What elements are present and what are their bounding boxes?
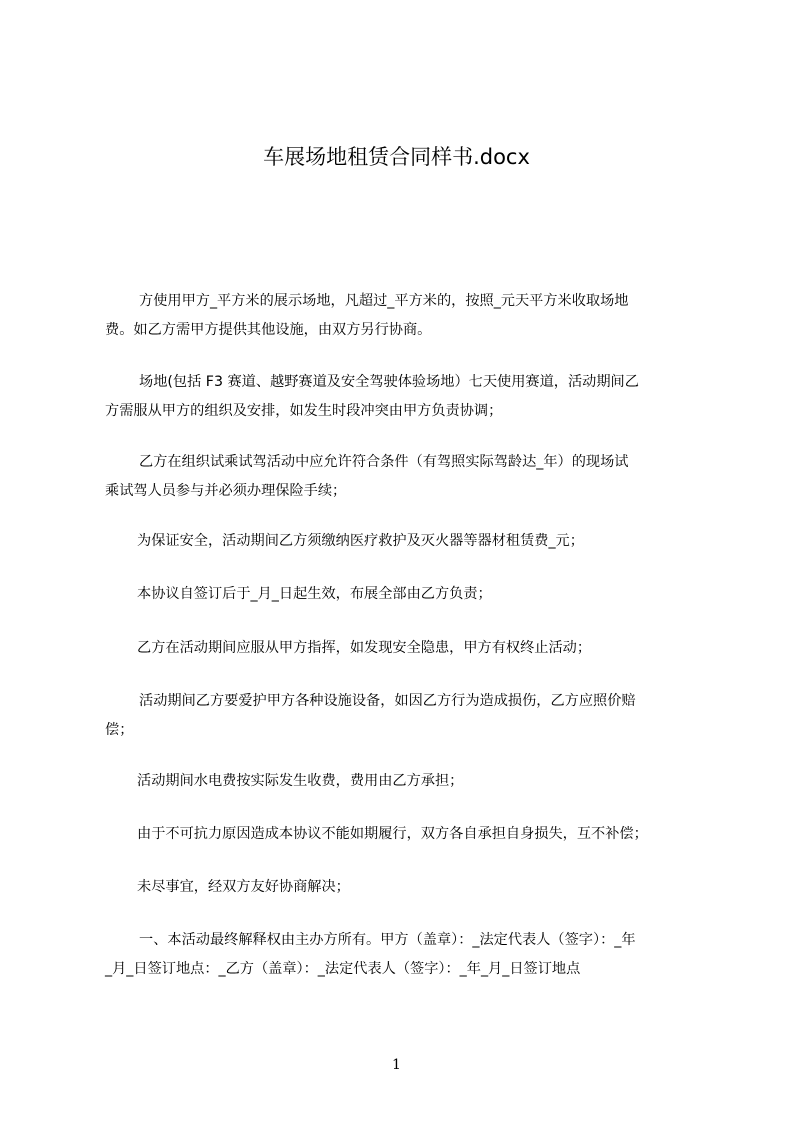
text-line: 活动期间水电费按实际发生收费，费用由乙方承担； bbox=[137, 773, 464, 789]
paragraph-signatures bbox=[105, 926, 705, 984]
text-line: 本协议自签订后于_月_日起生效，布展全部由乙方负责； bbox=[137, 586, 492, 602]
text-line: 由于不可抗力原因造成本协议不能如期履行，双方各自承担自身损失，互不补偿； bbox=[137, 826, 648, 842]
text-line: 为保证安全，活动期间乙方须缴纳医疗救护及灭火器等器材租赁费_元； bbox=[137, 533, 584, 549]
text-line: 方使用甲方_平方米的展示场地，凡超过_平方米的，按照_元天平方米收取场地 bbox=[139, 293, 629, 309]
text-line: 费。如乙方需甲方提供其他设施，由双方另行协商。 bbox=[105, 322, 432, 338]
paragraph-utilities bbox=[105, 767, 705, 796]
text-line: 未尽事宜，经双方友好协商解决； bbox=[137, 879, 350, 895]
paragraph-misc bbox=[105, 873, 705, 902]
paragraph-venue-usage bbox=[105, 287, 705, 345]
document-title: 车展场地租赁合同样书.docx bbox=[263, 145, 530, 169]
text-line: _月_日签订地点：_乙方（盖章）：_法定代表人（签字）：_年_月_日签订地点 bbox=[105, 961, 581, 977]
paragraph-command bbox=[105, 634, 705, 663]
text-line: 乘试驾人员参与并必须办理保险手续； bbox=[105, 483, 347, 499]
paragraph-test-drive bbox=[105, 448, 705, 506]
paragraph-equipment-care bbox=[105, 687, 705, 745]
text-line: 方需服从甲方的组织及安排，如发生时段冲突由甲方负责协调； bbox=[105, 403, 503, 419]
text-line: 乙方在组织试乘试驾活动中应允许符合条件（有驾照实际驾龄达_年）的现场试 bbox=[139, 454, 629, 470]
paragraph-force-majeure bbox=[105, 820, 705, 849]
text-line: 偿； bbox=[105, 722, 134, 738]
text-line: 活动期间乙方要爱护甲方各种设施设备，如因乙方行为造成损伤，乙方应照价赔 bbox=[139, 693, 636, 709]
text-line: 乙方在活动期间应服从甲方指挥，如发现安全隐患，甲方有权终止活动； bbox=[137, 640, 592, 656]
text-line: 一、本活动最终解释权由主办方所有。甲方（盖章）：_法定代表人（签字）：_年 bbox=[139, 932, 636, 948]
page-number: 1 bbox=[392, 1057, 401, 1073]
paragraph-track-usage bbox=[105, 368, 705, 426]
text-line: 场地(包括 F3 赛道、越野赛道及安全驾驶体验场地）七天使用赛道，活动期间乙 bbox=[139, 374, 639, 390]
paragraph-effective-date bbox=[105, 580, 705, 609]
paragraph-safety-fee bbox=[105, 527, 705, 556]
